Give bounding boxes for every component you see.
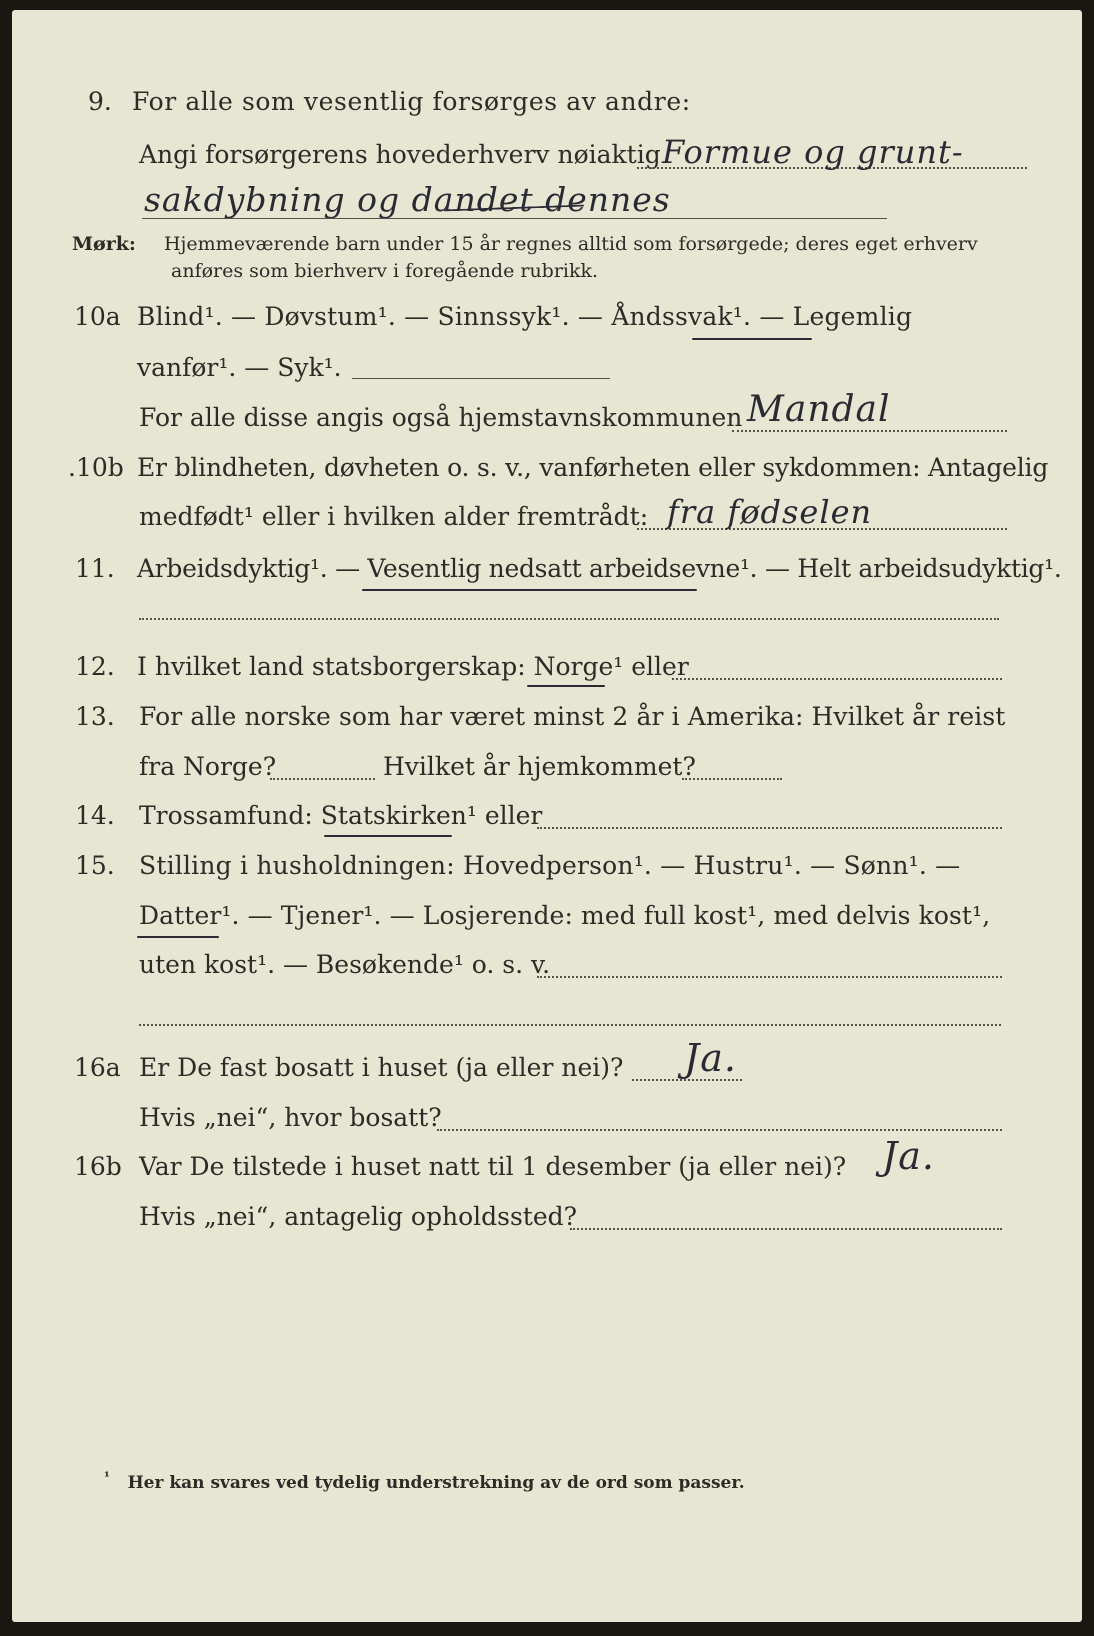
q10b-number: .10b [68, 453, 124, 482]
q15-question-line1: Stilling i husholdningen: Hovedperson¹. — Hustru¹. — Sønn¹. — [139, 851, 961, 880]
q12-underline-norge [527, 685, 605, 687]
q12-answer-dotted-line [672, 678, 1002, 680]
q15-underline-datter [137, 936, 219, 938]
q10b-question-line1: Er blindheten, døvheten o. s. v., vanførheten eller sykdommen: Antagelig [137, 453, 1049, 482]
q14-answer-dotted-line [537, 827, 1002, 829]
q9-question-line2: Angi forsørgerens hovederhverv nøiaktig [139, 140, 661, 169]
q16b-opholdssted-dotted-line [570, 1228, 1002, 1230]
q11-answer-dotted-line [139, 618, 999, 620]
q11-underline-vesentlig [362, 589, 697, 591]
q9-handwritten-answer-2: sakdybning og dandet dennes [144, 180, 671, 219]
census-form-page [12, 10, 1082, 1622]
q14-question-line1: Trossamfund: Statskirken¹ eller [139, 801, 543, 830]
q13-number: 13. [75, 702, 115, 731]
q14-number: 14. [75, 801, 115, 830]
q16a-question-line2: Hvis „nei“, hvor bosatt? [139, 1103, 442, 1132]
q10a-question-line2: vanfør¹. — Syk¹. [137, 353, 342, 382]
footnote-mark: ¹ [104, 1470, 110, 1485]
q10a-underline-andssvak [692, 338, 812, 340]
q10a-answer-dotted-line [732, 430, 1007, 432]
mork-label: Mørk: [72, 233, 136, 255]
q10a-handwritten-answer: Mandal [747, 389, 891, 430]
q15-question-line3: uten kost¹. — Besøkende¹ o. s. v. [139, 950, 551, 979]
q9-answer-line [142, 218, 887, 219]
q15-question-line2: Datter¹. — Tjener¹. — Losjerende: med full kost¹, med delvis kost¹, [139, 901, 991, 930]
q13-question-line1: For alle norske som har været minst 2 år i Amerika: Hvilket år reist [139, 702, 1006, 731]
q14-underline-statskirken [324, 835, 452, 837]
q16b-question-line2: Hvis „nei“, antagelig opholdssted? [139, 1202, 578, 1231]
q10b-handwritten-answer: fra fødselen [667, 493, 873, 531]
q16a-number: 16a [74, 1053, 121, 1082]
q15-answer-dotted-line [537, 976, 1002, 978]
q10a-question-line3: For alle disse angis også hjemstavnskommunen [139, 403, 743, 432]
q15-extra-dotted-line [139, 1024, 1001, 1026]
q13-question-line2b: Hvilket år hjemkommet? [383, 752, 696, 781]
q12-number: 12. [75, 652, 115, 681]
q10a-question-line1: Blind¹. — Døvstum¹. — Sinnssyk¹. — Åndssvak¹. — Legemlig [137, 302, 913, 331]
q13-question-line2a: fra Norge? [139, 752, 277, 781]
mork-note-line1 [72, 232, 978, 256]
q16a-handwritten-answer: Ja. [684, 1036, 737, 1080]
q9-question-line1: For alle som vesentlig forsørges av andre: [132, 87, 691, 116]
q16a-bosatt-dotted-line [437, 1129, 1002, 1131]
q10a-syk-line [352, 378, 610, 379]
q9-handwritten-answer-1: Formue og grunt- [662, 133, 964, 171]
q10b-question-line2: medfødt¹ eller i hvilken alder fremtrådt: [139, 502, 649, 531]
q13-reist-dotted-line [270, 778, 375, 780]
q16a-question-line1: Er De fast bosatt i huset (ja eller nei)? [139, 1053, 624, 1082]
q15-number: 15. [75, 851, 115, 880]
q11-question-line1: Arbeidsdyktig¹. — Vesentlig nedsatt arbeidsevne¹. — Helt arbeidsudyktig¹. [137, 554, 1062, 583]
q9-number: 9. [88, 87, 112, 116]
q16b-handwritten-answer: Ja. [882, 1134, 935, 1178]
footnote-text: Her kan svares ved tydelig understrekning av de ord som passer. [127, 1472, 745, 1493]
q16b-number: 16b [74, 1152, 122, 1181]
mork-note-line2: anføres som bierhverv i foregående rubrikk. [171, 260, 599, 282]
footnote [104, 1470, 745, 1493]
q13-hjemkommet-dotted-line [682, 778, 782, 780]
q12-question-line1: I hvilket land statsborgerskap: Norge¹ eller [137, 652, 689, 681]
q16b-question-line1: Var De tilstede i huset natt til 1 desember (ja eller nei)? [139, 1152, 847, 1181]
mork-text-1: Hjemmeværende barn under 15 år regnes alltid som forsørgede; deres eget erhverv [163, 233, 978, 255]
q10a-number: 10a [74, 302, 121, 331]
q11-number: 11. [75, 554, 115, 583]
